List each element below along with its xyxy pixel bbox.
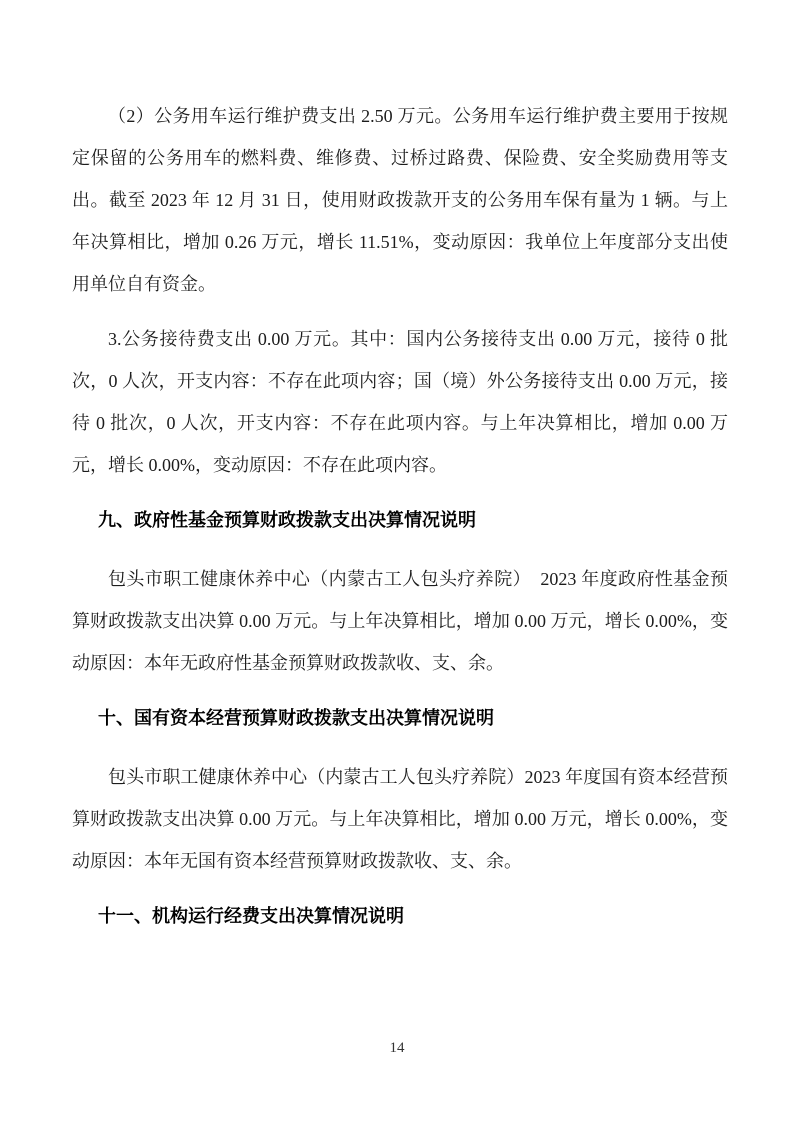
paragraph-govt-fund-budget-expense: 包头市职工健康休养中心（内蒙古工人包头疗养院） 2023 年度政府性基金预算财政拨款支出决算 0.00 万元。与上年决算相比，增加 0.00 万元，增长 0.00%，变动原因：本年无政府性基金预算财政拨款收、支、余。 <box>72 569 728 673</box>
heading-section-9-govt-fund-budget: 九、政府性基金预算财政拨款支出决算情况说明 <box>98 510 476 530</box>
paragraph-state-capital-budget-expense: 包头市职工健康休养中心（内蒙古工人包头疗养院）2023 年度国有资本经营预算财政拨款支出决算 0.00 万元。与上年决算相比，增加 0.00 万元，增长 0.00%，变动原因：本年无国有资本经营预算财政拨款收、支、余。 <box>72 767 728 871</box>
document-body <box>72 95 728 954</box>
heading-section-11-agency-operating-expense: 十一、机构运行经费支出决算情况说明 <box>98 906 404 926</box>
page-number: 14 <box>389 1040 405 1056</box>
paragraph-vehicle-maintenance-expense: （2）公务用车运行维护费支出 2.50 万元。公务用车运行维护费主要用于按规定保留的公务用车的燃料费、维修费、过桥过路费、保险费、安全奖励费用等支出。截至 2023 年 12 月 31 日，使用财政拨款开支的公务用车保有量为 1 辆。与上年决算相比，增加 0.26 万元，增长 11.51%，变动原因：我单位上年度部分支出使用单位自有资金。 <box>72 106 728 294</box>
paragraph-official-reception-expense: 3.公务接待费支出 0.00 万元。其中：国内公务接待支出 0.00 万元，接待 0 批次，0 人次，开支内容：不存在此项内容；国（境）外公务接待支出 0.00 万元，接待 0 批次，0 人次，开支内容：不存在此项内容。与上年决算相比，增加 0.00 万元，增长 0.00%，变动原因：不存在此项内容。 <box>72 329 728 475</box>
heading-section-10-state-capital-budget: 十、国有资本经营预算财政拨款支出决算情况说明 <box>98 708 494 728</box>
